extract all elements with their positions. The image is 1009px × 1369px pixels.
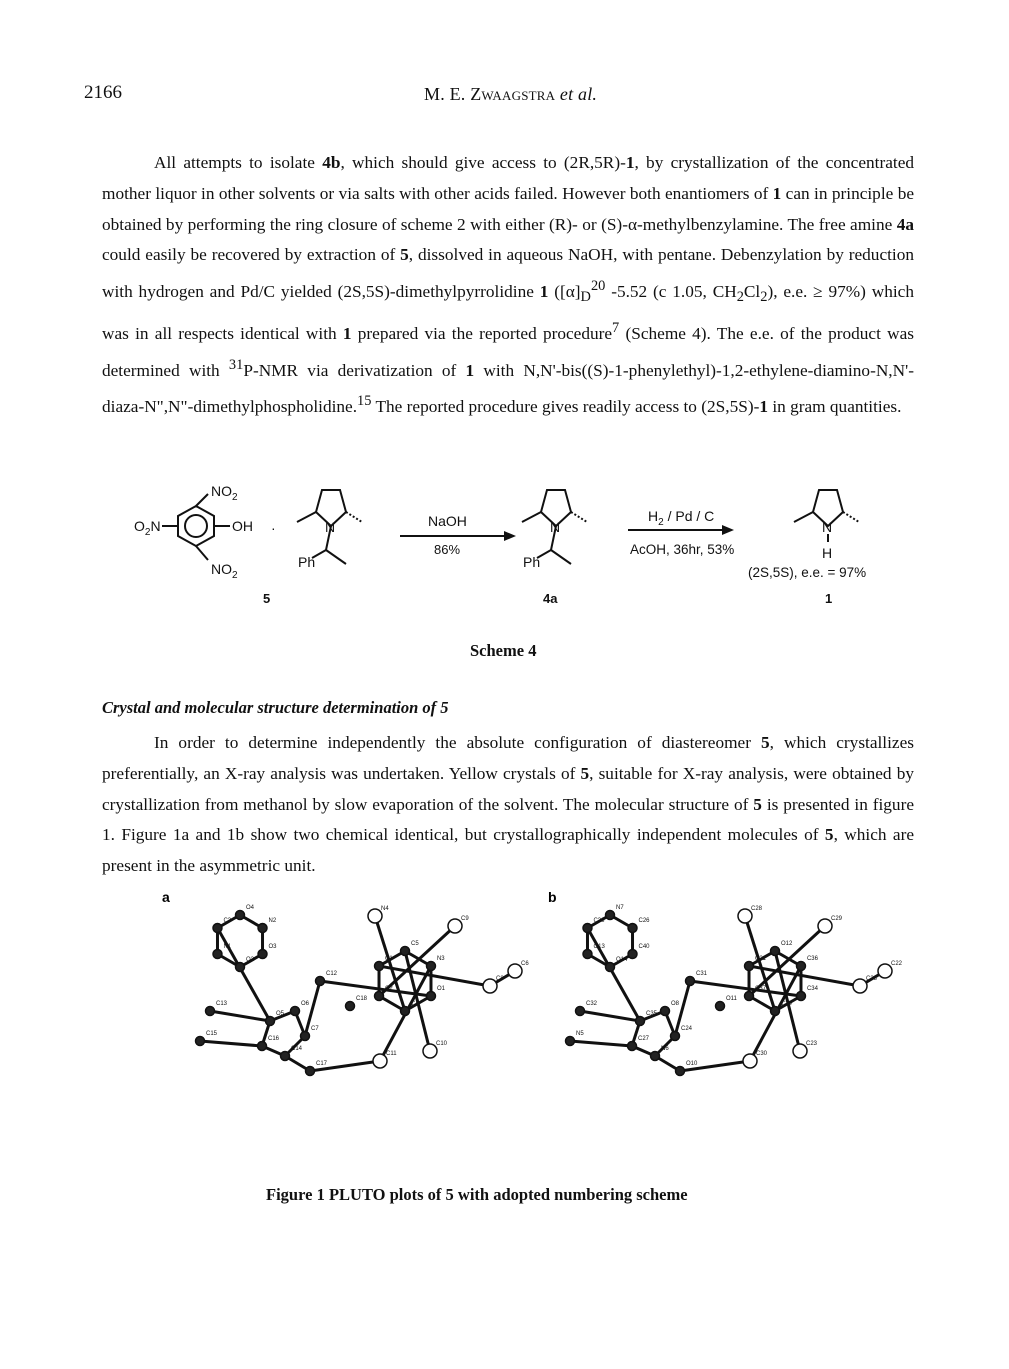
svg-text:86%: 86%: [434, 542, 461, 557]
atom-label: C30: [756, 1051, 768, 1057]
atom-label: C36: [806, 956, 818, 962]
atom-label: C15: [206, 1031, 218, 1037]
atom: [346, 1002, 355, 1011]
atom: [281, 1052, 290, 1061]
atom-label: C31: [696, 971, 708, 977]
atom: [671, 1032, 680, 1041]
atom: [853, 979, 867, 993]
svg-text:4a: 4a: [543, 591, 558, 606]
atom-label: N2: [268, 918, 277, 924]
atom: [661, 1007, 670, 1016]
svg-text:OH: OH: [232, 518, 253, 534]
figure-caption: Figure 1 PLUTO plots of 5 with adopted numbering scheme: [266, 1185, 688, 1204]
atom-label: C16: [268, 1036, 280, 1042]
atom-label: C21: [755, 956, 767, 962]
svg-text:·: ·: [271, 520, 276, 536]
atom: [213, 950, 222, 959]
atom: [423, 1044, 437, 1058]
atom: [401, 947, 410, 956]
atom: [651, 1052, 660, 1061]
picrate-ring: [178, 506, 214, 546]
svg-text:N: N: [325, 519, 336, 535]
atom-label: C37: [755, 986, 767, 992]
svg-text:5: 5: [263, 591, 271, 606]
atom-label: C29: [831, 916, 843, 922]
atom-label: C32: [586, 1001, 598, 1007]
atom-label: N4: [381, 906, 389, 912]
atom-label: C24: [681, 1026, 693, 1032]
atom-label: C7: [311, 1026, 319, 1032]
atom-label: N1: [223, 944, 232, 950]
atom: [738, 909, 752, 923]
atom-label: C3: [223, 918, 232, 924]
atom: [301, 1032, 310, 1041]
svg-text:NO2: $NO_2$: [211, 561, 238, 581]
atom: [196, 1037, 205, 1046]
atom-label: O14: [616, 957, 628, 963]
panel-a-label: a: [162, 889, 170, 905]
running-head: [424, 84, 597, 105]
atom-label: O8: [671, 1001, 680, 1007]
atom-label: O2: [246, 957, 255, 963]
svg-text:Ph: Ph: [298, 554, 316, 570]
atom-label: O6: [301, 1001, 310, 1007]
atom: [878, 964, 892, 978]
atom-label: O11: [726, 996, 737, 1002]
svg-text:(2S,5S), e.e. = 97%: (2S,5S), e.e. = 97%: [748, 565, 867, 580]
atom: [258, 1042, 267, 1051]
atom: [628, 950, 637, 959]
atom: [796, 992, 805, 1001]
atom: [213, 924, 222, 933]
atom: [716, 1002, 725, 1011]
atom-label: C12: [326, 971, 338, 977]
atom: [508, 964, 522, 978]
atom: [818, 919, 832, 933]
atom: [426, 992, 435, 1001]
atom: [745, 992, 754, 1001]
atom: [793, 1044, 807, 1058]
atom: [676, 1067, 685, 1076]
pluto-figure: [150, 886, 910, 1106]
atom-label: C10: [436, 1041, 448, 1047]
atom-label: N6: [661, 1046, 669, 1052]
atom-label: O13: [593, 944, 605, 950]
atom: [628, 924, 637, 933]
bond: [580, 1011, 640, 1021]
atom: [266, 1017, 275, 1026]
atom-label: C40: [638, 944, 650, 950]
atom-label: N5: [576, 1031, 584, 1037]
atom-label: C23: [806, 1041, 818, 1047]
atom: [206, 1007, 215, 1016]
atom-label: C13: [216, 1001, 228, 1007]
bond: [200, 1041, 262, 1046]
atom-label: C34: [806, 986, 818, 992]
running-head-author: M. E. Zwaagstra: [424, 84, 556, 104]
svg-text:AcOH, 36hr, 53%: AcOH, 36hr, 53%: [630, 542, 735, 557]
atom-label: C38: [593, 918, 605, 924]
atom-label: N3: [436, 956, 445, 962]
atom: [236, 963, 245, 972]
atom: [375, 992, 384, 1001]
atom: [258, 950, 267, 959]
atom-label: C26: [638, 918, 650, 924]
molecule-a: [196, 905, 530, 1076]
page-number: 2166: [84, 82, 122, 103]
atom-label: C35: [646, 1011, 658, 1017]
atom-label: C11: [386, 1051, 397, 1057]
running-head-etal: et al.: [559, 84, 598, 104]
atom-label: N7: [616, 905, 624, 911]
atom: [606, 963, 615, 972]
svg-text:NO2: $NO_2$: [211, 483, 238, 503]
atom: [745, 962, 754, 971]
atom-label: C2: [385, 986, 393, 992]
bond: [570, 1041, 632, 1046]
svg-text:O2N: $O_2N$: [134, 518, 161, 538]
atom-label: C33: [866, 976, 878, 982]
atom: [236, 911, 245, 920]
reaction-scheme: [100, 476, 920, 616]
atom-label: C5: [411, 941, 419, 947]
atom: [483, 979, 497, 993]
atom-label: O3: [268, 944, 277, 950]
scheme-label: Scheme 4: [470, 641, 537, 660]
atom: [628, 1042, 637, 1051]
atom-label: O10: [686, 1061, 698, 1067]
bond: [210, 1011, 270, 1021]
atom: [583, 950, 592, 959]
atom-label: C14: [291, 1046, 303, 1052]
atom: [375, 962, 384, 971]
svg-text:NaOH: NaOH: [428, 513, 467, 529]
svg-text:N: N: [822, 519, 833, 535]
panel-b-label: b: [548, 889, 557, 905]
atom: [373, 1054, 387, 1068]
atom-label: C6: [521, 961, 529, 967]
atom: [743, 1054, 757, 1068]
atom: [316, 977, 325, 986]
atom: [401, 1007, 410, 1016]
atom-label: C8: [496, 976, 504, 982]
atom-label: C4: [411, 1001, 419, 1007]
atom: [291, 1007, 300, 1016]
atom-label: C22: [891, 961, 903, 967]
paragraph-2: In order to determine independently the absolute configuration of diastereomer 5, which crystallizes preferentially, an X-ray analysis was undertaken. Yellow crystals of 5, suitable for X-ray analysis, were obtained by crystallization from methanol by slow evaporation of the solvent. The molecular structure of 5 is presented in figure 1. Figure 1a and 1b show two chemical identical, but crystallographically independent molecules of 5, which are present in the asymmetric unit.: [102, 733, 914, 876]
atom-label: O12: [781, 941, 793, 947]
atom: [448, 919, 462, 933]
atom-label: C18: [356, 996, 368, 1002]
svg-text:H: H: [822, 545, 833, 561]
atom-label: C9: [461, 916, 469, 922]
atom: [771, 947, 780, 956]
atom: [306, 1067, 315, 1076]
atom: [426, 962, 435, 971]
svg-text:1: 1: [825, 591, 833, 606]
atom: [368, 909, 382, 923]
atom-label: C27: [638, 1036, 650, 1042]
molecule-b: [566, 905, 903, 1076]
atom: [583, 924, 592, 933]
atom-label: O5: [276, 1011, 285, 1017]
atom-label: C1: [385, 956, 393, 962]
atom: [258, 924, 267, 933]
atom-label: C28: [751, 906, 763, 912]
atom-label: O1: [436, 986, 445, 992]
atom: [636, 1017, 645, 1026]
svg-text:Ph: Ph: [523, 554, 541, 570]
svg-text:H2 / Pd / C: $H_2$ / Pd / C: [648, 508, 715, 528]
atom: [686, 977, 695, 986]
atom: [576, 1007, 585, 1016]
atom-label: C17: [316, 1061, 328, 1067]
atom: [566, 1037, 575, 1046]
atom: [771, 1007, 780, 1016]
paragraph-1: All attempts to isolate 4b, which should give access to (2R,5R)-1, by crystallization of the concentrated mother liquor in other solvents or via salts with other acids failed. However both enantiomers of 1 can in principle be obtained by performing the ring closure of scheme 2 with either (R)- or (S)-α-methylbenzylamine. The free amine 4a could easily be recovered by extraction of 5, dissolved in aqueous NaOH, with pentane. Debenzylation by reduction with hydrogen and Pd/C yielded (2S,5S)-dimethylpyrrolidine 1 ($[\alpha]_D^{20}$ -5.52 (c 1.05, $CH_2Cl_2$), e.e. ≥ 97%) which was in all respects identical with 1 prepared via the reported procedure$^7$ (Scheme 4). The e.e. of the product was determined with $^{31}$P-NMR via derivatization of 1 with N,N'-bis((S)-1-phenylethyl)-1,2-ethylene-diamino-N,N'-diaza-N",N"-dimethylphospholidine.$^{15}$ The reported procedure gives readily access to (2S,5S)-1 in gram quantities.: [102, 153, 915, 417]
atom-label: C39: [781, 1001, 793, 1007]
atom: [606, 911, 615, 920]
atom-label: O4: [246, 905, 255, 911]
svg-text:N: N: [550, 519, 561, 535]
section-heading: Crystal and molecular structure determination of 5: [102, 698, 449, 717]
atom: [796, 962, 805, 971]
